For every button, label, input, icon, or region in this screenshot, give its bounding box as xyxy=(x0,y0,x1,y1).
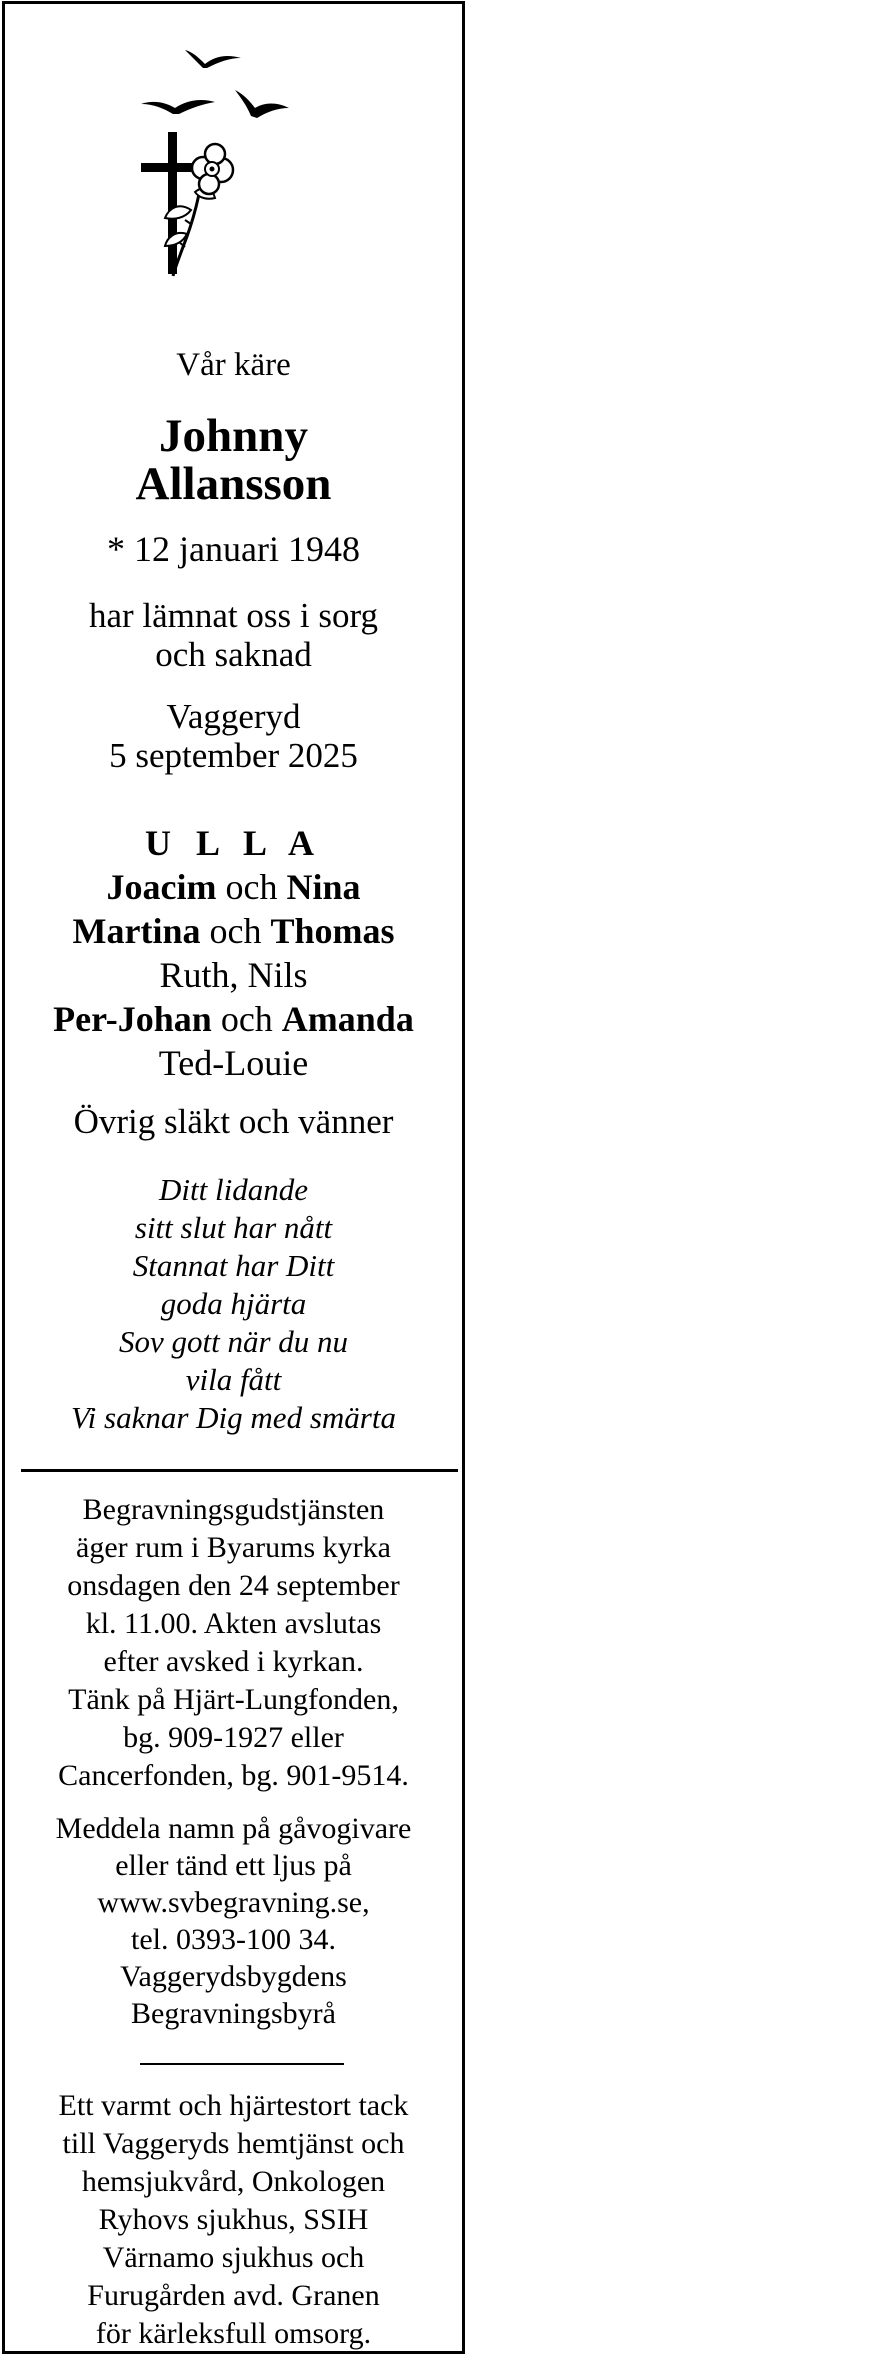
thanks-line: Värnamo sjukhus och xyxy=(102,2241,365,2274)
poem-line: Vi saknar Dig med smärta xyxy=(71,1400,396,1435)
passing-message-line-1: har lämnat oss i sorg xyxy=(88,596,379,635)
family-sep: och xyxy=(211,999,282,1039)
thanks-line: Ryhovs sjukhus, SSIH xyxy=(98,2203,369,2236)
thanks-line: Ett varmt och hjärtestort tack xyxy=(58,2089,409,2122)
family-list xyxy=(5,821,462,1085)
family-name: Martina xyxy=(72,911,201,951)
family-name: Nina xyxy=(286,867,361,907)
service-line: kl. 11.00. Akten avslutas xyxy=(85,1607,382,1640)
poem-line: vila fått xyxy=(185,1362,282,1397)
service-line: onsdagen den 24 september xyxy=(67,1569,400,1602)
short-divider xyxy=(140,2063,344,2065)
place-text: Vaggeryd xyxy=(166,697,301,736)
family-row xyxy=(5,997,462,1041)
contact-phone: tel. 0393-100 34. xyxy=(131,1923,336,1956)
thanks-line: till Vaggeryds hemtjänst och xyxy=(62,2127,405,2160)
family-name: Per-Johan xyxy=(53,999,212,1039)
service-line: Cancerfonden, bg. 901-9514. xyxy=(58,1759,409,1792)
service-line: äger rum i Byarums kyrka xyxy=(76,1531,391,1564)
obituary-frame xyxy=(2,1,465,2354)
contact-line: Meddela namn på gåvogivare xyxy=(55,1812,412,1845)
contact-line: Vaggerydsbygdens xyxy=(120,1960,347,1993)
place-and-date xyxy=(5,697,462,775)
thanks-line: för kärleksfull omsorg. xyxy=(95,2317,372,2350)
service-line: bg. 909-1927 eller xyxy=(123,1721,344,1754)
first-name: Johnny xyxy=(159,410,308,462)
contact-line: eller tänd ett ljus på xyxy=(115,1849,352,1882)
funeral-service-info xyxy=(5,1491,462,1795)
thank-you-note xyxy=(5,2087,462,2353)
birth-date xyxy=(5,529,462,569)
poem-line: goda hjärta xyxy=(160,1286,307,1321)
service-line: Begravningsgudstjänsten xyxy=(82,1493,385,1526)
contact-line: Begravningsbyrå xyxy=(131,1997,336,2030)
poem-line: Sov gott när du nu xyxy=(118,1324,349,1359)
thanks-line: Furugården avd. Granen xyxy=(87,2279,380,2312)
family-name: Thomas xyxy=(270,911,395,951)
relatives-and-friends xyxy=(5,1102,462,1142)
deceased-name xyxy=(5,412,462,508)
funeral-home-contact xyxy=(5,1810,462,2032)
service-line: efter avsked i kyrkan. xyxy=(103,1645,364,1678)
memorial-poem xyxy=(5,1171,462,1437)
cross-with-birds-and-rose-icon xyxy=(135,42,345,312)
last-name: Allansson xyxy=(135,458,332,510)
intro-text xyxy=(5,345,462,385)
birth-date-text: * 12 januari 1948 xyxy=(107,529,360,569)
family-row xyxy=(5,909,462,953)
family-row: Ted-Louie xyxy=(158,1043,309,1083)
family-name: Joacim xyxy=(106,867,217,907)
thanks-line: hemsjukvård, Onkologen xyxy=(81,2165,386,2198)
family-sep: och xyxy=(216,867,287,907)
service-line: Tänk på Hjärt-Lungfonden, xyxy=(68,1683,399,1716)
family-row: Ruth, Nils xyxy=(159,955,308,995)
passing-message-line-2: och saknad xyxy=(155,635,312,674)
contact-website: www.svbegravning.se, xyxy=(97,1886,370,1919)
passing-message xyxy=(5,596,462,674)
poem-line: Ditt lidande xyxy=(159,1172,308,1207)
family-sep: och xyxy=(200,911,271,951)
section-divider xyxy=(21,1469,458,1472)
intro-line: Vår käre xyxy=(176,347,291,383)
relatives-text: Övrig släkt och vänner xyxy=(73,1102,394,1141)
family-name: Amanda xyxy=(281,999,414,1039)
death-date-text: 5 september 2025 xyxy=(109,736,358,775)
spouse-name: U L L A xyxy=(144,823,323,863)
family-row xyxy=(5,865,462,909)
poem-line: Stannat har Ditt xyxy=(132,1248,335,1283)
poem-line: sitt slut har nått xyxy=(134,1210,333,1245)
